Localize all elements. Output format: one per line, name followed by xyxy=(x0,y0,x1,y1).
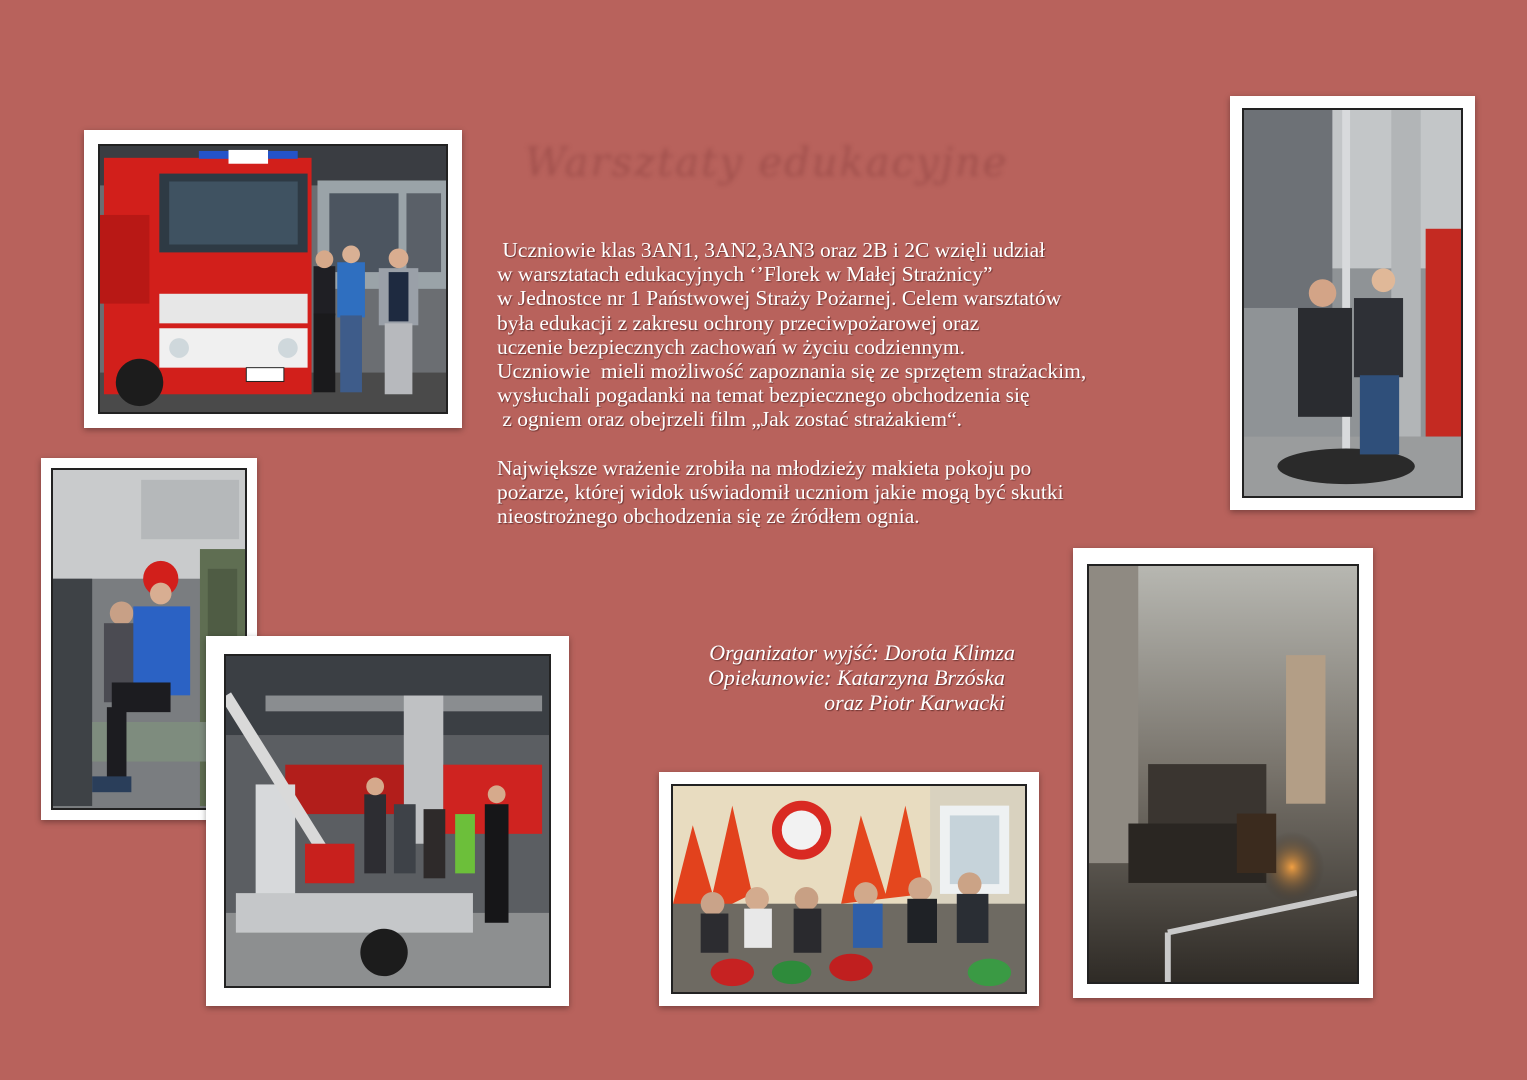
paragraph-gap xyxy=(497,432,1237,456)
paragraph2-line: pożarze, której widok uświadomił uczniom jakie mogą być skutki xyxy=(497,479,1064,504)
credits xyxy=(600,640,1015,715)
paragraph1-line: Uczniowie mieli możliwość zapoznania się ze sprzętem strażackim, xyxy=(497,359,1087,384)
photo-hose-trailer xyxy=(206,636,569,1006)
photo-mural-room xyxy=(659,772,1039,1006)
credit-guardians: Opiekunowie: Katarzyna Brzóska xyxy=(708,665,1005,690)
paragraph2-line: nieostrożnego obchodzenia się ze źródłem ognia. xyxy=(497,504,920,529)
paragraph2-line: Największe wrażenie zrobiła na młodzieży makieta pokoju po xyxy=(497,455,1032,480)
credit-guardians-2: oraz Piotr Karwacki xyxy=(824,690,1005,715)
photo-fire-truck xyxy=(84,130,462,428)
paragraph1-line: Uczniowie klas 3AN1, 3AN2,3AN3 oraz 2B i 2C wzięli udział xyxy=(497,238,1046,262)
paragraph1-line: w Jednostce nr 1 Państwowej Straży Pożarnej. Celem warsztatów xyxy=(497,286,1062,311)
photo-burnt-room xyxy=(1073,548,1373,998)
paragraph1-line: wysłuchali pogadanki na temat bezpiecznego obchodzenia się xyxy=(497,383,1030,408)
paragraph1-line: była edukacji z zakresu ochrony przeciwpożarowej oraz xyxy=(497,310,980,335)
paragraph1-line: w warsztatach edukacyjnych ‘’Florek w Małej Strażnicy” xyxy=(497,262,993,287)
credit-organizer: Organizator wyjść: Dorota Klimza xyxy=(709,640,1015,665)
faded-title: Warsztaty edukacyjne xyxy=(525,140,1009,186)
paragraph1-line: z ogniem oraz obejrzeli film „Jak zostać strażakiem“. xyxy=(497,407,963,432)
paragraph1-line: uczenie bezpiecznych zachowań w życiu codziennym. xyxy=(497,334,965,359)
description-text xyxy=(497,238,1237,528)
photo-fire-pole xyxy=(1230,96,1475,510)
